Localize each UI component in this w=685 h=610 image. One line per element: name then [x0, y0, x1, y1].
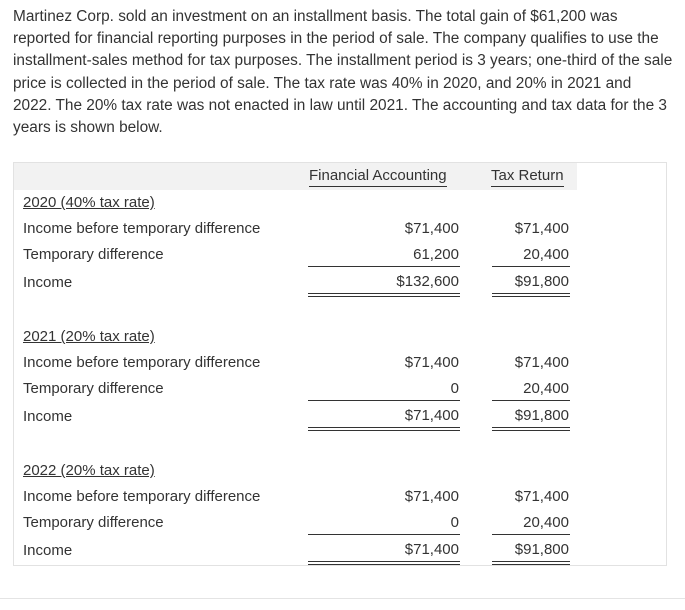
- row-label: Temporary difference: [23, 514, 164, 531]
- tax-value: 20,400: [523, 246, 569, 263]
- tax-total: $91,800: [514, 407, 569, 424]
- tax-value: 20,400: [523, 514, 569, 531]
- year-2020-title: 2020 (40% tax rate): [23, 194, 155, 211]
- tax-value: $71,400: [514, 220, 569, 237]
- financial-value: $71,400: [404, 220, 459, 237]
- financial-value: $71,400: [404, 354, 459, 371]
- subtotal-rule: [492, 266, 570, 267]
- row-label: Income before temporary difference: [23, 354, 261, 371]
- row-label: Income: [23, 408, 73, 425]
- subtotal-rule: [308, 534, 460, 535]
- bottom-divider: [0, 598, 685, 599]
- data-table-panel: [13, 162, 667, 566]
- header-financial-accounting: Financial Accounting: [309, 167, 447, 187]
- financial-value: 0: [450, 514, 459, 531]
- subtotal-rule: [492, 534, 570, 535]
- total-double-rule: [492, 293, 570, 297]
- problem-statement: Martinez Corp. sold an investment on an installment basis. The total gain of $61,200 was reported for financial reporting purposes in the period of sale. The company qualifies to use the installment-sales method for tax purposes. The installment period is 3 years; one-third of the sale price is collected in the period of sale. The tax rate was 40% in 2020, and 20% in 2021 and 2022. The 20% tax rate was not enacted in law until 2021. The accounting and tax data for the 3 years is shown below.: [13, 8, 673, 137]
- row-label: Temporary difference: [23, 246, 164, 263]
- financial-total: $71,400: [404, 541, 459, 558]
- row-label: Income: [23, 542, 73, 559]
- tax-total: $91,800: [514, 541, 569, 558]
- financial-value: $71,400: [404, 488, 459, 505]
- year-2021-title: 2021 (20% tax rate): [23, 328, 155, 345]
- financial-value: 61,200: [413, 246, 459, 263]
- subtotal-rule: [308, 266, 460, 267]
- row-label: Income before temporary difference: [23, 220, 261, 237]
- tax-value: $71,400: [514, 354, 569, 371]
- total-double-rule: [492, 427, 570, 431]
- row-label: Income before temporary difference: [23, 488, 261, 505]
- total-double-rule: [308, 561, 460, 565]
- header-tax-return: Tax Return: [491, 167, 564, 187]
- year-2022-title: 2022 (20% tax rate): [23, 462, 155, 479]
- subtotal-rule: [492, 400, 570, 401]
- financial-total: $71,400: [404, 407, 459, 424]
- subtotal-rule: [308, 400, 460, 401]
- tax-value: 20,400: [523, 380, 569, 397]
- financial-total: $132,600: [396, 273, 459, 290]
- row-label: Income: [23, 274, 73, 291]
- total-double-rule: [308, 293, 460, 297]
- total-double-rule: [308, 427, 460, 431]
- tax-value: $71,400: [514, 488, 569, 505]
- financial-value: 0: [450, 380, 459, 397]
- tax-total: $91,800: [514, 273, 569, 290]
- total-double-rule: [492, 561, 570, 565]
- row-label: Temporary difference: [23, 380, 164, 397]
